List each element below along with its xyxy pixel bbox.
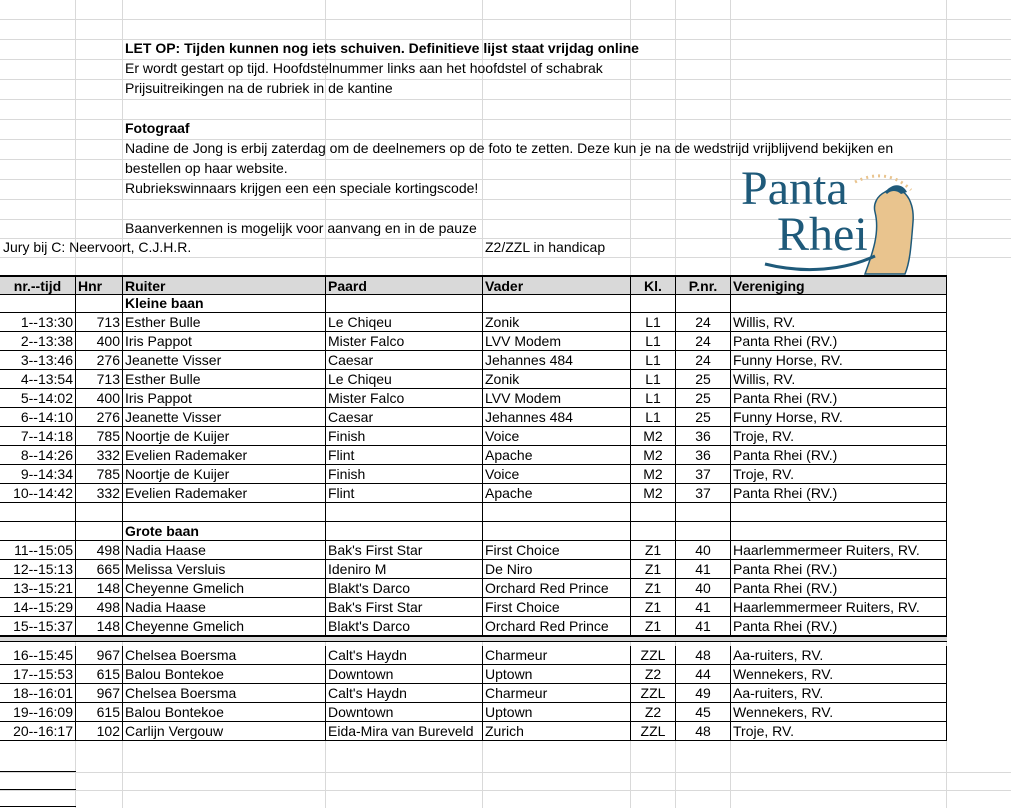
cell-club: Funny Horse, RV. xyxy=(731,351,947,370)
cell-club xyxy=(731,522,947,541)
table-row xyxy=(0,579,947,598)
cell-horse: Calt's Haydn xyxy=(326,684,483,703)
cell-rider: Nadia Haase xyxy=(123,598,326,617)
cell-class: ZZL xyxy=(631,646,676,665)
cell-number-time: 4--13:54 xyxy=(0,370,76,389)
cell-rider: Carlijn Vergouw xyxy=(123,722,326,741)
cell-class: Z1 xyxy=(631,617,676,636)
cell-rider: Iris Pappot xyxy=(123,332,326,351)
cell-class: Z1 xyxy=(631,579,676,598)
course-walk-note: Baanverkennen is mogelijk voor aanvang en in de pauze xyxy=(125,220,477,236)
cell-sire: Jehannes 484 xyxy=(483,351,631,370)
cell-class: L1 xyxy=(631,370,676,389)
cell-sire: Zurich xyxy=(483,722,631,741)
cell-rider: Noortje de Kuijer xyxy=(123,465,326,484)
cell-test-number: 48 xyxy=(676,722,731,741)
cell-horse: Flint xyxy=(326,484,483,503)
cell-class: L1 xyxy=(631,332,676,351)
cell-hnr: Hnr xyxy=(76,276,123,295)
cell-horse: Bak's First Star xyxy=(326,598,483,617)
cell-class: Z2 xyxy=(631,665,676,684)
cell-horse: Downtown xyxy=(326,665,483,684)
cell-test-number: 49 xyxy=(676,684,731,703)
section-title: Kleine baan xyxy=(123,294,326,313)
cell-sire: Uptown xyxy=(483,665,631,684)
cell-club: Aa-ruiters, RV. xyxy=(731,646,947,665)
cell-test-number: 25 xyxy=(676,408,731,427)
cell-horse: Mister Falco xyxy=(326,389,483,408)
cell-club xyxy=(731,294,947,313)
cell-sire: Orchard Red Prince xyxy=(483,579,631,598)
cell-rider: Balou Bontekoe xyxy=(123,703,326,722)
cell-horse: Mister Falco xyxy=(326,332,483,351)
cell-sire: Orchard Red Prince xyxy=(483,617,631,636)
cell-hnr: 332 xyxy=(76,484,123,503)
cell-club: Haarlemmermeer Ruiters, RV. xyxy=(731,598,947,617)
cell-hnr: 665 xyxy=(76,560,123,579)
cell-test-number: 45 xyxy=(676,703,731,722)
cell-hnr: 785 xyxy=(76,427,123,446)
table-row xyxy=(0,617,947,636)
cell-test-number: 40 xyxy=(676,579,731,598)
cell-rider: Jeanette Visser xyxy=(123,408,326,427)
cell-test-number: P.nr. xyxy=(676,276,731,295)
grid-line xyxy=(0,789,76,790)
cell-test-number: 25 xyxy=(676,389,731,408)
cell-rider xyxy=(123,503,326,522)
cell-number-time: 19--16:09 xyxy=(0,703,76,722)
cell-test-number: 25 xyxy=(676,370,731,389)
cell-number-time xyxy=(0,522,76,541)
cell-number-time: 12--15:13 xyxy=(0,560,76,579)
cell-sire: Apache xyxy=(483,484,631,503)
cell-horse: Eida-Mira van Bureveld xyxy=(326,722,483,741)
cell-club xyxy=(731,503,947,522)
notice-start: Er wordt gestart op tijd. Hoofdstelnummer links aan het hoofdstel of schabrak xyxy=(125,60,603,76)
cell-hnr: 102 xyxy=(76,722,123,741)
table-row xyxy=(0,313,947,332)
cell-club: Panta Rhei (RV.) xyxy=(731,579,947,598)
cell-club: Vereniging xyxy=(731,276,947,295)
cell-number-time: 10--14:42 xyxy=(0,484,76,503)
logo-word-panta: Panta xyxy=(741,162,848,215)
cell-sire: Zonik xyxy=(483,370,631,389)
cell-number-time: 2--13:38 xyxy=(0,332,76,351)
cell-hnr: 713 xyxy=(76,313,123,332)
cell-class: Z1 xyxy=(631,560,676,579)
table-row xyxy=(0,389,947,408)
empty-row xyxy=(0,503,947,522)
cell-number-time: 7--14:18 xyxy=(0,427,76,446)
cell-sire: LVV Modem xyxy=(483,332,631,351)
cell-club: Panta Rhei (RV.) xyxy=(731,446,947,465)
cell-hnr xyxy=(76,294,123,313)
cell-rider: Noortje de Kuijer xyxy=(123,427,326,446)
cell-sire: Apache xyxy=(483,446,631,465)
table-row xyxy=(0,703,947,722)
cell-test-number: 41 xyxy=(676,560,731,579)
cell-test-number: 41 xyxy=(676,598,731,617)
cell-horse xyxy=(326,522,483,541)
cell-hnr: 400 xyxy=(76,389,123,408)
cell-sire xyxy=(483,294,631,313)
cell-test-number: 24 xyxy=(676,351,731,370)
cell-rider: Iris Pappot xyxy=(123,389,326,408)
cell-club: Panta Rhei (RV.) xyxy=(731,560,947,579)
cell-sire: First Choice xyxy=(483,541,631,560)
cell-hnr: 148 xyxy=(76,617,123,636)
section-separator xyxy=(0,636,947,642)
cell-horse: Blakt's Darco xyxy=(326,617,483,636)
cell-hnr: 148 xyxy=(76,579,123,598)
grid-line xyxy=(0,771,76,772)
cell-rider: Esther Bulle xyxy=(123,370,326,389)
cell-rider: Chelsea Boersma xyxy=(123,684,326,703)
cell-class: Z1 xyxy=(631,598,676,617)
cell-hnr: 498 xyxy=(76,541,123,560)
cell-horse: Flint xyxy=(326,446,483,465)
cell-number-time: 8--14:26 xyxy=(0,446,76,465)
logo-word-rhei: Rhei xyxy=(777,208,868,261)
table-row xyxy=(0,465,947,484)
table-row xyxy=(0,598,947,617)
cell-hnr: 276 xyxy=(76,351,123,370)
section-title-row xyxy=(0,522,947,541)
cell-sire: Zonik xyxy=(483,313,631,332)
cell-rider: Cheyenne Gmelich xyxy=(123,579,326,598)
cell-class: Z2 xyxy=(631,703,676,722)
cell-sire: Uptown xyxy=(483,703,631,722)
cell-number-time: 6--14:10 xyxy=(0,408,76,427)
cell-class: ZZL xyxy=(631,722,676,741)
cell-hnr xyxy=(76,503,123,522)
cell-hnr: 332 xyxy=(76,446,123,465)
cell-horse xyxy=(326,503,483,522)
cell-sire: De Niro xyxy=(483,560,631,579)
cell-hnr: 498 xyxy=(76,598,123,617)
cell-hnr: 785 xyxy=(76,465,123,484)
cell-club: Panta Rhei (RV.) xyxy=(731,332,947,351)
cell-sire: Charmeur xyxy=(483,646,631,665)
cell-club: Willis, RV. xyxy=(731,370,947,389)
cell-number-time: 15--15:37 xyxy=(0,617,76,636)
cell-number-time: 13--15:21 xyxy=(0,579,76,598)
cell-rider: Jeanette Visser xyxy=(123,351,326,370)
jury-note: Jury bij C: Neervoort, C.J.H.R. xyxy=(3,239,192,255)
cell-class: M2 xyxy=(631,427,676,446)
cell-hnr: 615 xyxy=(76,665,123,684)
cell-hnr: 967 xyxy=(76,646,123,665)
cell-horse: Caesar xyxy=(326,408,483,427)
cell-test-number: 40 xyxy=(676,541,731,560)
photographer-title: Fotograaf xyxy=(125,120,190,136)
cell-test-number: 44 xyxy=(676,665,731,684)
cell-number-time: 14--15:29 xyxy=(0,598,76,617)
cell-class: ZZL xyxy=(631,684,676,703)
cell-class xyxy=(631,522,676,541)
cell-class xyxy=(631,294,676,313)
cell-number-time: 5--14:02 xyxy=(0,389,76,408)
grid-line xyxy=(0,806,76,807)
cell-number-time: 9--14:34 xyxy=(0,465,76,484)
cell-club: Troje, RV. xyxy=(731,722,947,741)
cell-rider: Ruiter xyxy=(123,276,326,295)
table-row xyxy=(0,351,947,370)
cell-number-time xyxy=(0,503,76,522)
cell-rider: Evelien Rademaker xyxy=(123,446,326,465)
cell-horse: Le Chiqeu xyxy=(326,370,483,389)
table-row xyxy=(0,560,947,579)
handicap-note: Z2/ZZL in handicap xyxy=(485,239,606,255)
cell-sire: Vader xyxy=(483,276,631,295)
cell-hnr: 276 xyxy=(76,408,123,427)
cell-horse: Caesar xyxy=(326,351,483,370)
table-row xyxy=(0,332,947,351)
table-row xyxy=(0,541,947,560)
cell-horse: Calt's Haydn xyxy=(326,646,483,665)
cell-club: Funny Horse, RV. xyxy=(731,408,947,427)
section-title: Grote baan xyxy=(123,522,326,541)
cell-rider: Cheyenne Gmelich xyxy=(123,617,326,636)
cell-number-time: 1--13:30 xyxy=(0,313,76,332)
cell-horse: Blakt's Darco xyxy=(326,579,483,598)
cell-club: Wennekers, RV. xyxy=(731,703,947,722)
cell-number-time: 20--16:17 xyxy=(0,722,76,741)
cell-number-time: 16--15:45 xyxy=(0,646,76,665)
cell-sire xyxy=(483,503,631,522)
cell-club: Troje, RV. xyxy=(731,465,947,484)
cell-hnr xyxy=(76,522,123,541)
table-row xyxy=(0,665,947,684)
cell-number-time: 3--13:46 xyxy=(0,351,76,370)
cell-rider: Chelsea Boersma xyxy=(123,646,326,665)
cell-hnr: 967 xyxy=(76,684,123,703)
cell-class: M2 xyxy=(631,484,676,503)
cell-number-time: 11--15:05 xyxy=(0,541,76,560)
panta-rhei-logo xyxy=(735,152,925,276)
cell-class: L1 xyxy=(631,408,676,427)
cell-test-number: 36 xyxy=(676,427,731,446)
table-header-row xyxy=(0,275,947,295)
cell-test-number: 48 xyxy=(676,646,731,665)
cell-class: Z1 xyxy=(631,541,676,560)
cell-test-number: 24 xyxy=(676,332,731,351)
cell-sire: Voice xyxy=(483,427,631,446)
cell-club: Panta Rhei (RV.) xyxy=(731,617,947,636)
cell-test-number: 37 xyxy=(676,484,731,503)
cell-test-number xyxy=(676,294,731,313)
notice-prizes: Prijsuitreikingen na de rubriek in de kantine xyxy=(125,80,393,96)
cell-sire: Voice xyxy=(483,465,631,484)
cell-class: L1 xyxy=(631,313,676,332)
cell-rider: Evelien Rademaker xyxy=(123,484,326,503)
cell-horse: Le Chiqeu xyxy=(326,313,483,332)
cell-hnr: 615 xyxy=(76,703,123,722)
cell-sire: Charmeur xyxy=(483,684,631,703)
cell-rider: Balou Bontekoe xyxy=(123,665,326,684)
cell-number-time: 18--16:01 xyxy=(0,684,76,703)
photographer-line2: bestellen op haar website. xyxy=(125,160,288,176)
cell-number-time: 17--15:53 xyxy=(0,665,76,684)
cell-horse: Ideniro M xyxy=(326,560,483,579)
cell-number-time: nr.--tijd xyxy=(0,276,76,295)
cell-class: L1 xyxy=(631,351,676,370)
table-row xyxy=(0,370,947,389)
cell-horse: Finish xyxy=(326,427,483,446)
cell-club: Panta Rhei (RV.) xyxy=(731,484,947,503)
cell-test-number: 41 xyxy=(676,617,731,636)
cell-club: Willis, RV. xyxy=(731,313,947,332)
cell-rider: Melissa Versluis xyxy=(123,560,326,579)
cell-class: Kl. xyxy=(631,276,676,295)
cell-class: M2 xyxy=(631,465,676,484)
photographer-line3: Rubriekswinnaars krijgen een een speciale kortingscode! xyxy=(125,180,479,196)
table-row xyxy=(0,427,947,446)
cell-horse: Downtown xyxy=(326,703,483,722)
cell-rider: Nadia Haase xyxy=(123,541,326,560)
cell-class xyxy=(631,503,676,522)
photographer-line1: Nadine de Jong is erbij zaterdag om de deelnemers op de foto te zetten. Deze kun je na de wedstrijd vrijblijvend bekijken en xyxy=(125,140,894,156)
cell-horse: Bak's First Star xyxy=(326,541,483,560)
cell-sire: Jehannes 484 xyxy=(483,408,631,427)
cell-sire: First Choice xyxy=(483,598,631,617)
table-row xyxy=(0,408,947,427)
cell-club: Wennekers, RV. xyxy=(731,665,947,684)
table-row xyxy=(0,722,947,741)
cell-hnr: 713 xyxy=(76,370,123,389)
cell-club: Troje, RV. xyxy=(731,427,947,446)
cell-number-time xyxy=(0,294,76,313)
cell-club: Haarlemmermeer Ruiters, RV. xyxy=(731,541,947,560)
cell-sire: LVV Modem xyxy=(483,389,631,408)
section-title-row xyxy=(0,294,947,313)
table-row xyxy=(0,684,947,703)
cell-class: M2 xyxy=(631,446,676,465)
table-row xyxy=(0,646,947,665)
table-row xyxy=(0,446,947,465)
cell-horse: Finish xyxy=(326,465,483,484)
cell-horse xyxy=(326,294,483,313)
cell-club: Aa-ruiters, RV. xyxy=(731,684,947,703)
cell-club: Panta Rhei (RV.) xyxy=(731,389,947,408)
notice-heading: LET OP: Tijden kunnen nog iets schuiven. Definitieve lijst staat vrijdag online xyxy=(125,40,639,56)
cell-test-number: 24 xyxy=(676,313,731,332)
cell-test-number xyxy=(676,503,731,522)
cell-test-number xyxy=(676,522,731,541)
table-row xyxy=(0,484,947,503)
cell-class: L1 xyxy=(631,389,676,408)
cell-sire xyxy=(483,522,631,541)
cell-test-number: 37 xyxy=(676,465,731,484)
cell-rider: Esther Bulle xyxy=(123,313,326,332)
cell-test-number: 36 xyxy=(676,446,731,465)
cell-hnr: 400 xyxy=(76,332,123,351)
cell-horse: Paard xyxy=(326,276,483,295)
